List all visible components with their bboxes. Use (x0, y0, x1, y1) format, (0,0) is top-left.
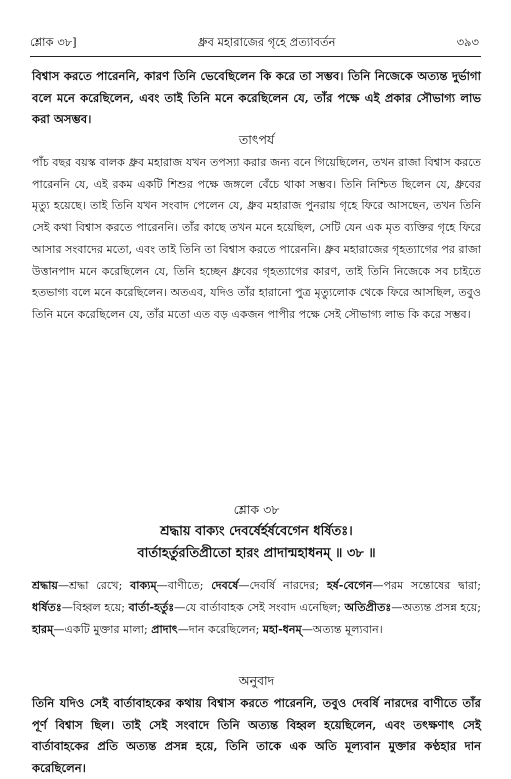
synonym-dash: — (238, 579, 250, 592)
synonym-meaning: পরম সন্তোষের দ্বারা; (383, 579, 482, 592)
header-verse-ref: শ্লোক ৩৮] (30, 35, 77, 49)
synonym-meaning: অত্যন্ত প্রসন্ন হয়ে; (402, 601, 481, 614)
synonym-dash: — (391, 601, 403, 614)
synonym-term: বার্তা-হর্তুঃ (128, 601, 175, 614)
synonym-dash: — (174, 601, 186, 614)
synonym-dash: — (57, 579, 70, 592)
intro-paragraph: বিশ্বাস করতে পারেননি, কারণ তিনি ভেবেছিলেন কি করে তা সম্ভব। তিনি নিজেকে অত্যন্ত দুর্ভাগা বলে মনে করেছিলেন, এবং তাই তিনি মনে করেছিলেন যে, তাঁর পক্ষে এই প্রকার সৌভাগ্য লাভ করা অসম্ভব। (32, 69, 481, 126)
synonym-dash: — (177, 623, 189, 636)
synonym-term: প্রাদাৎ (151, 623, 178, 636)
synonym-dash: — (53, 623, 65, 636)
verse-line-1: শ্রদ্ধায় বাক্যং দেবর্ষের্হর্ষবেগেন ধর্ষিতঃ। (160, 524, 353, 539)
synonyms-paragraph (32, 575, 481, 641)
running-header (30, 34, 479, 52)
synonym-dash: — (372, 579, 384, 592)
purport-heading: তাৎপর্য (238, 132, 275, 147)
page-number: ৩৯৩ (456, 35, 479, 49)
synonym-meaning: যে বার্তাবাহক সেই সংবাদ এনেছিল; (185, 601, 345, 614)
verse-heading: শ্লোক ৩৮ (233, 502, 280, 517)
synonym-meaning: দেবর্ষি নারদের; (249, 579, 327, 592)
purport-paragraph: পাঁচ বছর বয়স্ক বালক ধ্রুব মহারাজ যখন তপস্যা করার জন্য বনে গিয়েছিলেন, তখন রাজা বিশ্বাস করতে পারেননি যে, এই রকম একটি শিশুর পক্ষে জঙ্গলে বেঁচে থাকা সম্ভব। তিনি নিশ্চিত ছিলেন যে, ধ্রুবের মৃত্যু হয়েছে। তাই তিনি যখন সংবাদ পেলেন যে, ধ্রুব মহারাজ পুনরায় গৃহে ফিরে আসছেন, তখন তিনি সেই কথা বিশ্বাস করতে পারেননি। তাঁর কাছে তখন মনে হয়েছিল, সেটি যেন এক মৃত ব্যক্তির গৃহে ফিরে আসার সংবাদের মতো, এবং তাই তিনি তা বিশ্বাস করতে পারেননি। ধ্রুব মহারাজের গৃহত্যাগের পর রাজা উত্তানপাদ মনে করেছিলেন যে, তিনি হচ্ছেন ধ্রুবের গৃহত্যাগের কারণ, তাই তিনি নিজেকে সব চাইতে হতভাগ্য বলে মনে করেছিলেন। অতএব, যদিও তাঁর হারানো পুত্র মৃত্যুলোক থেকে ফিরে আসছিল, তবুও তিনি মনে করেছিলেন যে, তাঁর মতো এত বড় একজন পাপীর পক্ষে সেই সৌভাগ্য লাভ কি করে সম্ভব। (32, 156, 482, 321)
synonym-term: দেবর্ষে (211, 579, 239, 592)
synonym-meaning: শ্রদ্ধা রেখে; (69, 579, 131, 592)
synonym-term: অতিপ্রীতঃ (344, 601, 392, 614)
synonym-meaning: বিহ্বল হয়ে; (72, 601, 129, 614)
verse-line-2: বার্তাহর্তুরতিপ্রীতো হারং প্রাদান্মহাধনম্ ॥ ৩৮ ॥ (137, 546, 376, 561)
header-rule (30, 56, 481, 57)
synonym-meaning: বাণীতে; (167, 579, 212, 592)
synonym-term: হারম্ (32, 623, 54, 636)
synonym-term: ধর্ষিতঃ (32, 601, 62, 614)
header-chapter-title: ধ্রুব মহারাজের গৃহে প্রত্যাবর্তন (197, 35, 336, 49)
translation-paragraph: তিনি যদিও সেই বার্তাবাহকের কথায় বিশ্বাস করতে পারেননি, তবুও দেবর্ষি নারদের বাণীতে তাঁর পূর্ণ বিশ্বাস ছিল। তাই সেই সংবাদে তিনি অত্যন্ত বিহ্বল হয়েছিলেন, এবং তৎক্ষণাৎ সেই বার্তাবাহকের প্রতি অত্যন্ত প্রসন্ন হয়ে, তিনি তাকে এক অতি মূল্যবান মুক্তার কণ্ঠহার দান করেছিলেন। (32, 696, 481, 775)
synonym-meaning: দান করেছিলেন; (188, 623, 263, 636)
synonym-term: শ্রদ্ধায় (32, 579, 58, 592)
synonym-dash: — (301, 623, 313, 636)
synonym-meaning: অত্যন্ত মূল্যবান। (312, 623, 383, 636)
synonym-term: বাক্যম্ (130, 579, 157, 592)
synonym-term: হর্ষ-বেগেন (326, 579, 373, 592)
translation-heading: অনুবাদ (238, 673, 275, 688)
synonym-meaning: একটি মুক্তার মালা; (64, 623, 152, 636)
synonym-dash: — (61, 601, 73, 614)
synonym-term: মহা-ধনম্ (262, 623, 302, 636)
synonym-dash: — (156, 579, 168, 592)
